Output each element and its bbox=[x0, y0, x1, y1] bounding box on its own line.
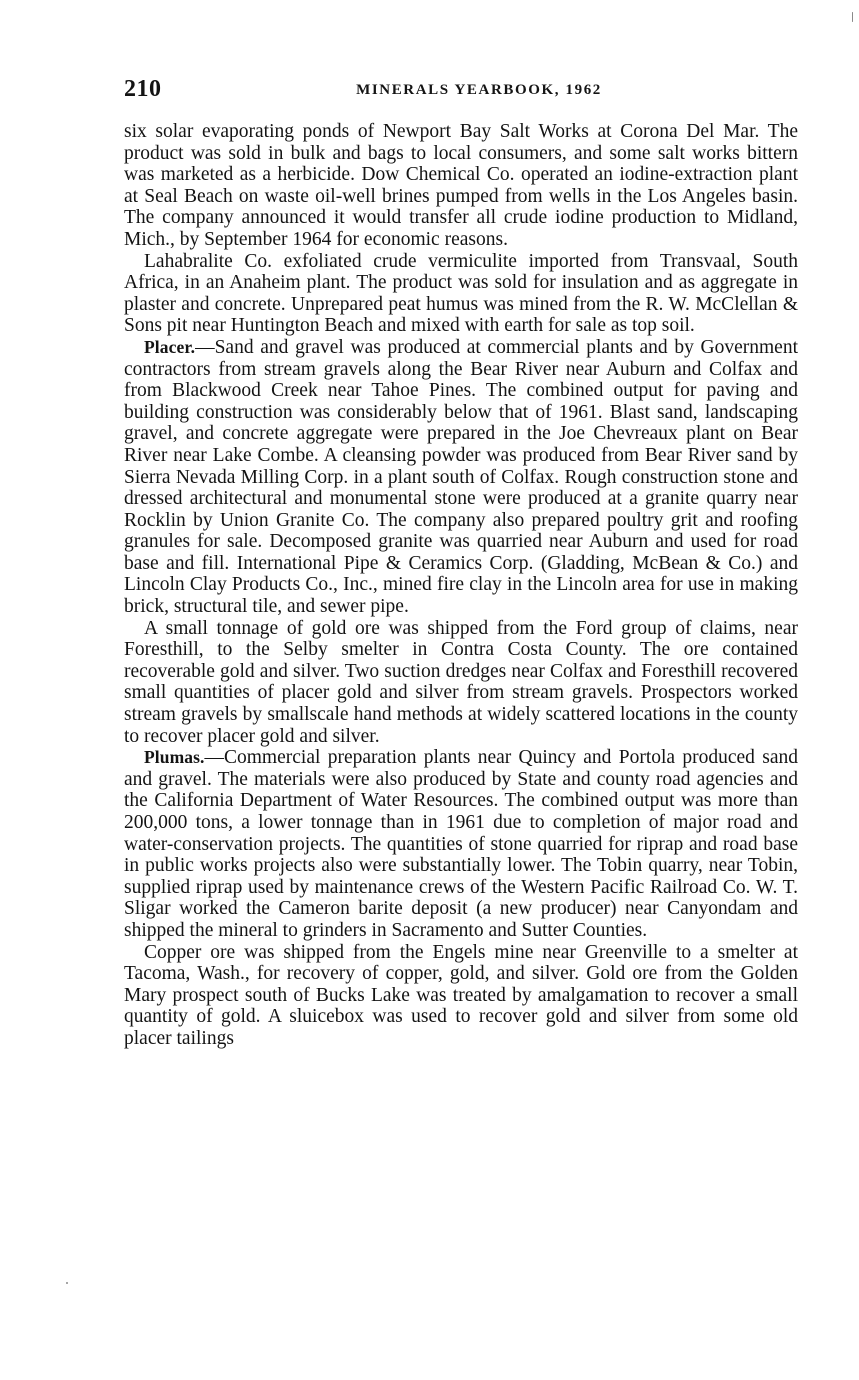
paragraph bbox=[124, 747, 798, 941]
section-heading-plumas: Plumas. bbox=[144, 747, 205, 768]
scan-speck bbox=[852, 12, 853, 22]
paragraph bbox=[124, 337, 798, 618]
section-heading-placer: Placer. bbox=[144, 336, 196, 357]
paragraph bbox=[124, 251, 798, 337]
paragraph-text: Copper ore was shipped from the Engels mine near Greenville to a smelter at Tacoma, Wash., for recovery of copper, gold, and silver. Gold ore from the Golden Mary prospect south of Bucks Lake was treated by amalgamation to recover a small quantity of gold. A sluicebox was used to recover gold and silver from some old placer tailings bbox=[124, 941, 798, 1049]
page-header bbox=[124, 74, 798, 106]
running-title: MINERALS YEARBOOK, 1962 bbox=[356, 82, 602, 98]
paragraph bbox=[124, 942, 798, 1050]
paragraph-text: —Sand and gravel was produced at commercial plants and by Government contractors from stream gravels along the Bear River near Auburn and Colfax and from Blackwood Creek near Tahoe Pines. The combined output for paving and building construction was considerably below that of 1961. Blast sand, landscaping gravel, and concrete aggregate were prepared in the Joe Chevreaux plant on Bear River near Lake Combe. A cleansing powder was produced from Bear River sand by Sierra Nevada Milling Corp. in a plant south of Colfax. Rough construction stone and dressed architectural and monumental stone were produced at a granite quarry near Rocklin by Union Granite Co. The company also prepared poultry grit and roofing granules for sale. Decomposed granite was quarried near Auburn and used for road base and fill. International Pipe & Ceramics Corp. (Gladding, McBean & Co.) and Lincoln Clay Products Co., Inc., mined fire clay in the Lincoln area for use in making brick, structural tile, and sewer pipe. bbox=[124, 336, 798, 618]
paragraph bbox=[124, 618, 798, 748]
page-number: 210 bbox=[124, 76, 162, 102]
paragraph-text: A small tonnage of gold ore was shipped from the Ford group of claims, near Foresthill, to the Selby smelter in Contra Costa County. The ore contained recoverable gold and silver. Two suction dredges near Colfax and Foresthill recovered small quantities of placer gold and silver from stream gravels. Prospectors worked stream gravels by smallscale hand methods at widely scattered locations in the county to recover placer gold and silver. bbox=[124, 617, 798, 747]
paragraph-text: —Commercial preparation plants near Quincy and Portola produced sand and gravel. The materials were also produced by State and county road agencies and the California Department of Water Resources. The combined output was more than 200,000 tons, a lower tonnage than in 1961 due to completion of major road and water-conservation projects. The quantities of stone quarried for riprap and road base in public works projects also were substantially lower. The Tobin quarry, near Tobin, supplied riprap used by maintenance crews of the Western Pacific Railroad Co. W. T. Sligar worked the Cameron barite deposit (a new producer) near Canyondam and shipped the mineral to grinders in Sacramento and Sutter Counties. bbox=[124, 747, 798, 941]
body-text bbox=[124, 121, 798, 1050]
paragraph-text: six solar evaporating ponds of Newport Bay Salt Works at Corona Del Mar. The product was sold in bulk and bags to local consumers, and some salt works bittern was marketed as a herbicide. Dow Chemical Co. operated an iodine-extraction plant at Seal Beach on waste oil-well brines pumped from wells in the Los Angeles basin. The company announced it would transfer all crude iodine production to Midland, Mich., by September 1964 for economic reasons. bbox=[124, 121, 798, 250]
paragraph-text: Lahabralite Co. exfoliated crude vermiculite imported from Transvaal, South Africa, in an Anaheim plant. The product was sold for insulation and as aggregate in plaster and concrete. Unprepared peat humus was mined from the R. W. McClellan & Sons pit near Huntington Beach and mixed with earth for sale as top soil. bbox=[124, 250, 798, 337]
paragraph bbox=[124, 121, 798, 251]
scan-speck bbox=[66, 1282, 68, 1284]
